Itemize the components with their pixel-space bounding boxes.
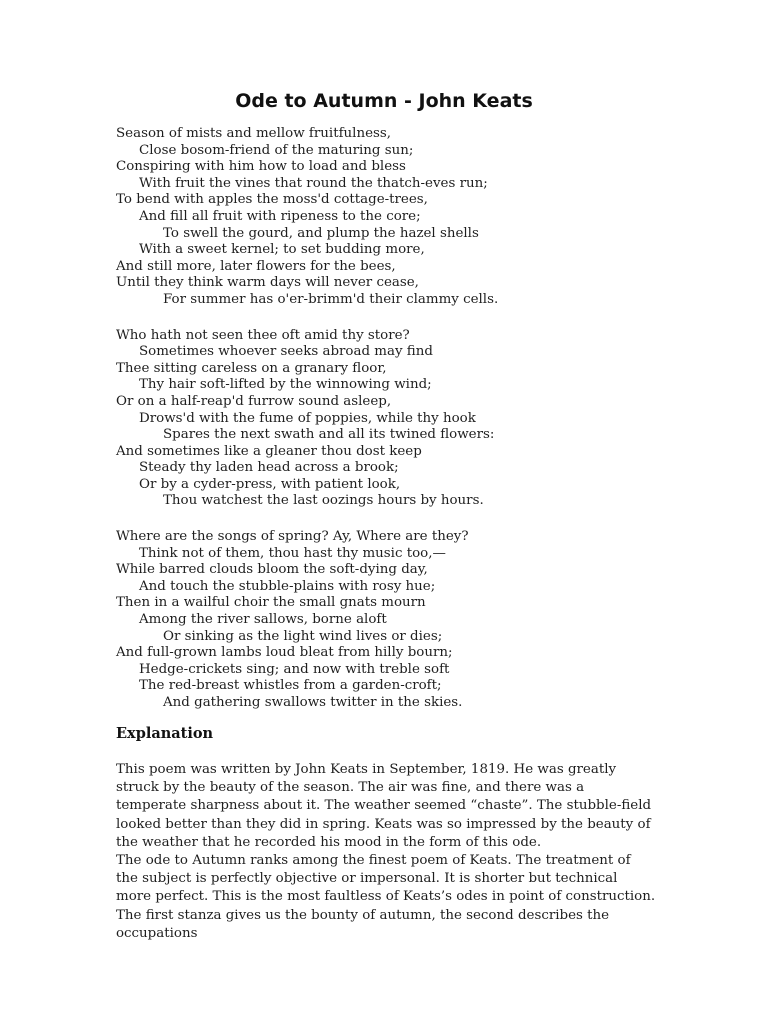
- poem-line: And touch the stubble-plains with rosy hue;: [139, 578, 436, 594]
- poem-line: Season of mists and mellow fruitfulness,: [116, 126, 391, 141]
- poem-line: And still more, later flowers for the bees,: [116, 258, 396, 274]
- poem-line: Among the river sallows, borne aloft: [139, 612, 387, 628]
- explanation-heading: Explanation: [116, 725, 214, 742]
- poem-line: Sometimes whoever seeks abroad may find: [139, 344, 433, 360]
- poem-line: The red-breast whistles from a garden-croft;: [139, 678, 442, 694]
- poem-stanza: [116, 529, 716, 712]
- poem-line: Think not of them, thou hast thy music too,—: [139, 545, 446, 561]
- poem-line: Or on a half-reap'd furrow sound asleep,: [116, 393, 392, 409]
- poem: [116, 126, 716, 731]
- poem-line: And full-grown lambs loud bleat from hilly bourn;: [116, 645, 453, 661]
- poem-line: With a sweet kernel; to set budding more,: [139, 242, 425, 258]
- explanation-paragraph: The ode to Autumn ranks among the finest poem of Keats. The treatment of the subject is perfectly objective or impersonal. It is shorter but technical more perfect. This is the most faultless of Keats’s odes in point of construction. The first stanza gives us the bounty of autumn, the second describes the occupations: [116, 853, 656, 941]
- poem-line: And fill all fruit with ripeness to the core;: [139, 208, 421, 224]
- poem-line: Hedge-crickets sing; and now with treble soft: [139, 661, 450, 677]
- poem-stanza: [116, 328, 716, 511]
- poem-line: Drows'd with the fume of poppies, while thy hook: [139, 410, 476, 426]
- poem-line: To bend with apples the moss'd cottage-trees,: [116, 192, 428, 208]
- poem-line: Or by a cyder-press, with patient look,: [139, 476, 401, 492]
- poem-stanza: [116, 126, 716, 309]
- poem-line: Steady thy laden head across a brook;: [139, 460, 399, 476]
- poem-line: Thou watchest the last oozings hours by hours.: [163, 493, 484, 509]
- poem-line: Who hath not seen thee oft amid thy store?: [116, 327, 410, 343]
- poem-line: Conspiring with him how to load and bless: [116, 159, 406, 175]
- poem-line: To swell the gourd, and plump the hazel shells: [163, 225, 479, 241]
- poem-line: Until they think warm days will never cease,: [116, 275, 419, 291]
- explanation-body: [116, 761, 656, 943]
- explanation-paragraph: This poem was written by John Keats in September, 1819. He was greatly struck by the beauty of the season. The air was fine, and there was a temperate sharpness about it. The weather seemed “chaste”. The stubble-field looked better than they did in spring. Keats was so impressed by the beauty of the weather that he recorded his mood in the form of this ode.: [116, 762, 652, 850]
- poem-line: Or sinking as the light wind lives or dies;: [163, 628, 443, 644]
- poem-line: Thy hair soft-lifted by the winnowing wind;: [139, 377, 432, 393]
- poem-line: Close bosom-friend of the maturing sun;: [139, 142, 414, 158]
- poem-line: With fruit the vines that round the thatch-eves run;: [139, 175, 488, 191]
- poem-line: Thee sitting careless on a granary floor,: [116, 360, 387, 376]
- poem-line: Spares the next swath and all its twined flowers:: [163, 427, 495, 443]
- document-title: Ode to Autumn - John Keats: [235, 90, 533, 112]
- poem-line: Then in a wailful choir the small gnats mourn: [116, 595, 426, 611]
- poem-line: Where are the songs of spring? Ay, Where are they?: [116, 529, 469, 545]
- poem-line: And sometimes like a gleaner thou dost keep: [116, 443, 422, 459]
- poem-line: And gathering swallows twitter in the skies.: [163, 695, 463, 710]
- poem-line: While barred clouds bloom the soft-dying day,: [116, 562, 428, 578]
- poem-line: For summer has o'er-brimm'd their clammy cells.: [163, 291, 499, 307]
